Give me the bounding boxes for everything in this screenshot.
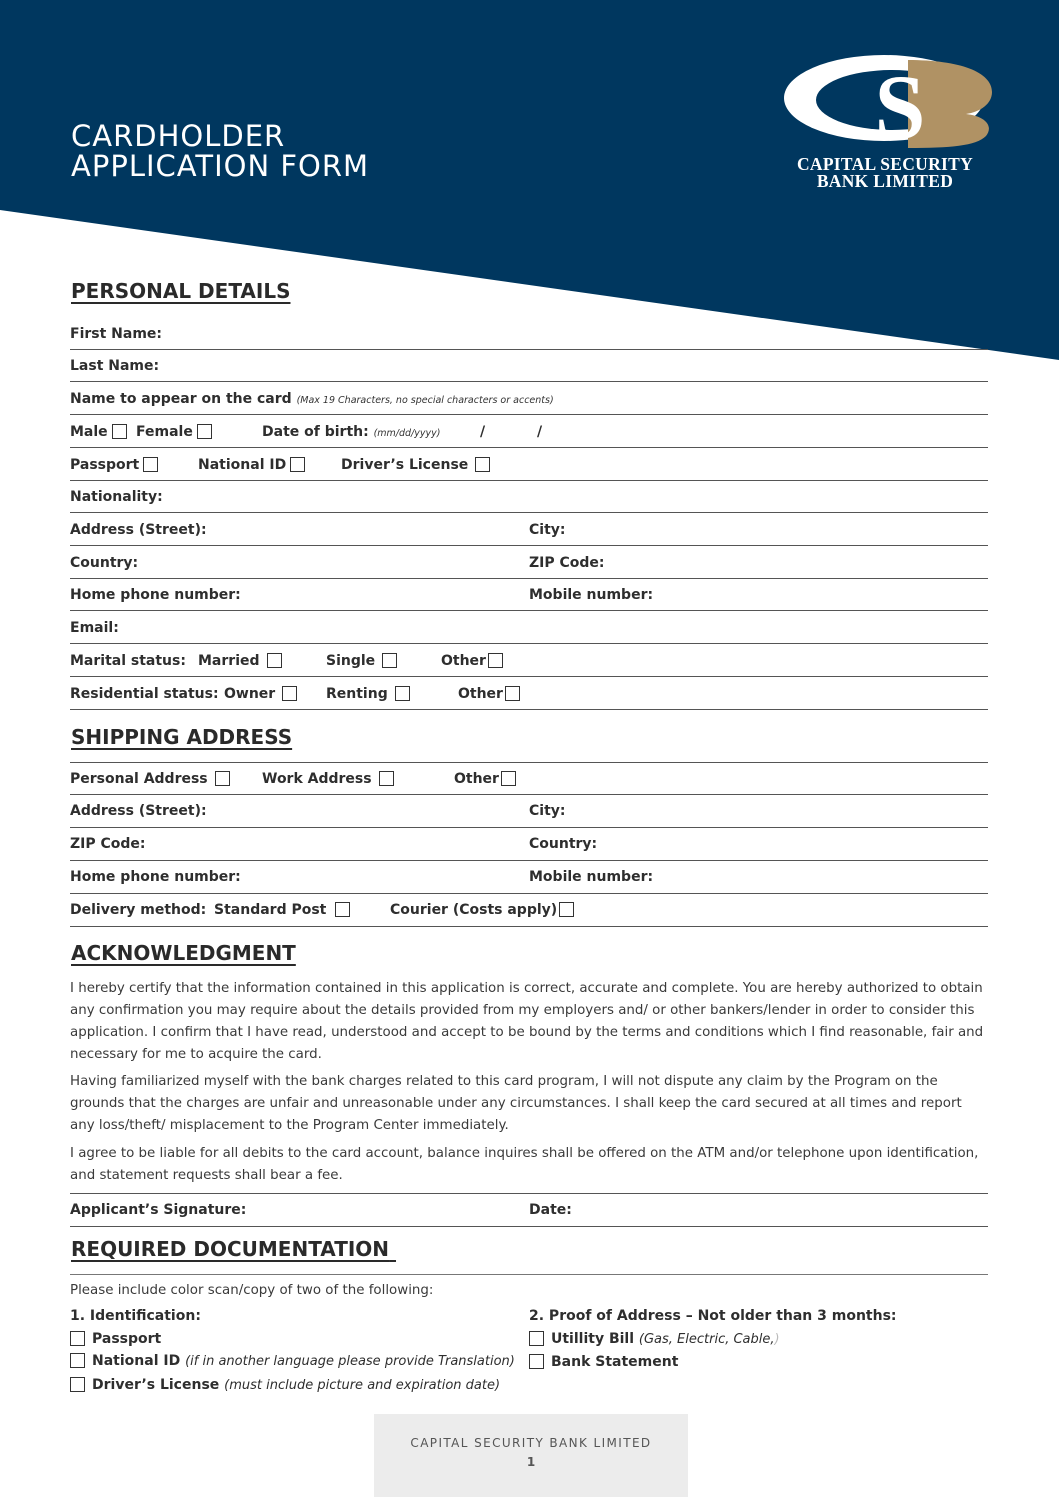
phone-row[interactable] xyxy=(70,579,988,611)
shipping-type-row xyxy=(70,762,988,795)
residential-other-label: Other xyxy=(458,686,503,702)
req-drivers-license-label: Driver’s License xyxy=(92,1376,220,1393)
form-title-line1: CARDHOLDER xyxy=(71,119,286,153)
shipping-other-label: Other xyxy=(454,771,499,787)
identification-title: 1. Identification: xyxy=(70,1308,201,1324)
required-intro: Please include color scan/copy of two of the following: xyxy=(70,1283,434,1298)
country-zip-row[interactable] xyxy=(70,547,988,579)
first-name-label: First Name: xyxy=(70,326,163,342)
req-bank-statement-checkbox[interactable] xyxy=(529,1354,544,1369)
req-passport-item xyxy=(70,1328,515,1351)
marital-other-checkbox[interactable] xyxy=(488,653,503,668)
last-name-label: Last Name: xyxy=(70,358,160,374)
residential-status-label: Residential status: xyxy=(70,686,219,702)
home-phone-label: Home phone number: xyxy=(70,587,241,603)
proof-of-address-column xyxy=(529,1305,897,1374)
male-label: Male xyxy=(70,424,108,440)
email-row[interactable] xyxy=(70,612,988,644)
footer-page-number: 1 xyxy=(526,1455,536,1469)
req-national-id-item xyxy=(70,1350,515,1374)
delivery-method-label: Delivery method: xyxy=(70,902,207,918)
personal-address-label: Personal Address xyxy=(70,771,208,787)
req-bank-statement-label: Bank Statement xyxy=(551,1354,679,1370)
bank-logo xyxy=(770,52,1000,197)
req-bank-statement-item xyxy=(529,1351,897,1374)
gender-dob-row xyxy=(70,416,988,448)
personal-address-checkbox[interactable] xyxy=(215,771,230,786)
renting-checkbox[interactable] xyxy=(395,686,410,701)
req-passport-checkbox[interactable] xyxy=(70,1331,85,1346)
marital-other-label: Other xyxy=(441,653,486,669)
req-drivers-license-note: (must include picture and expiration date) xyxy=(224,1377,501,1393)
owner-checkbox[interactable] xyxy=(282,686,297,701)
signature-row[interactable] xyxy=(70,1193,988,1227)
shipping-other-checkbox[interactable] xyxy=(501,771,516,786)
married-checkbox[interactable] xyxy=(267,653,282,668)
standard-post-checkbox[interactable] xyxy=(335,902,350,917)
renting-label: Renting xyxy=(326,686,388,702)
drivers-license-label: Driver’s License xyxy=(341,457,469,473)
signature-date-label: Date: xyxy=(529,1202,572,1218)
work-address-label: Work Address xyxy=(262,771,372,787)
courier-checkbox[interactable] xyxy=(559,902,574,917)
id-type-row xyxy=(70,449,988,481)
delivery-method-row xyxy=(70,894,988,927)
shipping-mobile-label: Mobile number: xyxy=(529,869,654,885)
signature-label: Applicant’s Signature: xyxy=(70,1202,247,1218)
page-footer xyxy=(374,1414,688,1497)
dob-label: Date of birth: xyxy=(262,424,369,440)
male-checkbox[interactable] xyxy=(112,424,127,439)
req-drivers-license-item xyxy=(70,1374,515,1398)
female-checkbox[interactable] xyxy=(197,424,212,439)
zip-code-label: ZIP Code: xyxy=(529,555,605,571)
work-address-checkbox[interactable] xyxy=(379,771,394,786)
req-utility-bill-note-tail: ) xyxy=(774,1331,780,1347)
required-heading-rule xyxy=(70,1242,988,1275)
svg-text:S: S xyxy=(874,56,926,148)
single-label: Single xyxy=(326,653,376,669)
personal-details-heading: PERSONAL DETAILS xyxy=(71,279,291,303)
single-checkbox[interactable] xyxy=(382,653,397,668)
form-title xyxy=(71,121,369,181)
shipping-country-label: Country: xyxy=(529,836,598,852)
address-city-row[interactable] xyxy=(70,514,988,546)
bank-logo-name-line1: CAPITAL SECURITY xyxy=(796,154,974,174)
acknowledgment-paragraph-2: Having familiarized myself with the bank charges related to this card program, I will not dispute any claim by the Program on the grounds that the charges are unfair and unreasonable under any circumstances. I shall keep the card secured at all times and report any loss/theft/ misplacement to the Program Center immediately. xyxy=(70,1074,962,1133)
proof-of-address-title: 2. Proof of Address – Not older than 3 months: xyxy=(529,1308,897,1324)
shipping-address-heading: SHIPPING ADDRESS xyxy=(71,725,293,749)
passport-checkbox[interactable] xyxy=(143,457,158,472)
courier-label: Courier (Costs apply) xyxy=(390,902,558,918)
nationality-label: Nationality: xyxy=(70,489,163,505)
owner-label: Owner xyxy=(224,686,276,702)
form-title-line2: APPLICATION FORM xyxy=(71,149,370,183)
card-name-label: Name to appear on the card xyxy=(70,391,292,407)
dob-separator-1: / xyxy=(480,424,486,440)
dob-separator-2: / xyxy=(537,424,543,440)
bank-logo-name-line2: BANK LIMITED xyxy=(816,171,954,191)
nationality-row[interactable] xyxy=(70,481,988,513)
city-label: City: xyxy=(529,522,566,538)
marital-status-label: Marital status: xyxy=(70,653,186,669)
shipping-address-street-label: Address (Street): xyxy=(70,803,207,819)
acknowledgment-paragraph-3: I agree to be liable for all debits to the card account, balance inquires shall be offered on the ATM and/or telephone upon identification, and statement requests shall bear a fee. xyxy=(70,1146,979,1183)
csb-logo-mark xyxy=(780,52,992,148)
shipping-zip-country-row[interactable] xyxy=(70,828,988,861)
passport-label: Passport xyxy=(70,457,140,473)
req-drivers-license-checkbox[interactable] xyxy=(70,1377,85,1392)
req-national-id-label: National ID xyxy=(92,1353,181,1369)
drivers-license-checkbox[interactable] xyxy=(475,457,490,472)
shipping-address-city-row[interactable] xyxy=(70,795,988,828)
req-utility-bill-label: Utillity Bill xyxy=(551,1330,635,1347)
residential-other-checkbox[interactable] xyxy=(505,686,520,701)
email-label: Email: xyxy=(70,620,119,636)
dob-hint: (mm/dd/yyyy) xyxy=(373,428,441,439)
req-national-id-checkbox[interactable] xyxy=(70,1353,85,1368)
shipping-city-label: City: xyxy=(529,803,566,819)
marital-status-row xyxy=(70,645,988,677)
married-label: Married xyxy=(198,653,260,669)
req-utility-bill-note: (Gas, Electric, Cable, xyxy=(638,1331,775,1347)
standard-post-label: Standard Post xyxy=(214,902,327,918)
country-label: Country: xyxy=(70,555,139,571)
card-name-hint: (Max 19 Characters, no special characters or accents) xyxy=(296,395,554,406)
required-documentation-title: REQUIRED DOCUMENTATION xyxy=(71,1237,390,1261)
last-name-row[interactable] xyxy=(70,350,988,382)
identification-column xyxy=(70,1305,515,1397)
shipping-zip-label: ZIP Code: xyxy=(70,836,146,852)
footer-bank-name: CAPITAL SECURITY BANK LIMITED xyxy=(410,1436,652,1450)
shipping-home-phone-label: Home phone number: xyxy=(70,869,241,885)
shipping-phone-row[interactable] xyxy=(70,861,988,894)
bank-logo-name xyxy=(770,156,1000,190)
card-name-row[interactable] xyxy=(70,383,988,415)
national-id-label: National ID xyxy=(198,457,287,473)
acknowledgment-heading: ACKNOWLEDGMENT xyxy=(71,941,296,965)
mobile-number-label: Mobile number: xyxy=(529,587,654,603)
address-street-label: Address (Street): xyxy=(70,522,207,538)
first-name-row[interactable] xyxy=(70,318,988,350)
female-label: Female xyxy=(136,424,193,440)
req-utility-bill-checkbox[interactable] xyxy=(529,1331,544,1346)
req-passport-label: Passport xyxy=(92,1330,162,1347)
req-national-id-note: (if in another language please provide Translation) xyxy=(185,1354,515,1369)
residential-status-row xyxy=(70,678,988,710)
req-utility-bill-item xyxy=(529,1328,897,1352)
national-id-checkbox[interactable] xyxy=(290,457,305,472)
acknowledgment-paragraph-1: I hereby certify that the information contained in this application is correct, accurate and complete. You are hereby authorized to obtain any confirmation you may require about the details provided from my employers and/ or other bankers/lender in order to consider this application. I confirm that I have read, understood and accept to be bound by the terms and conditions which I find reasonable, fair and necessary for me to acquire the card. xyxy=(70,981,984,1062)
